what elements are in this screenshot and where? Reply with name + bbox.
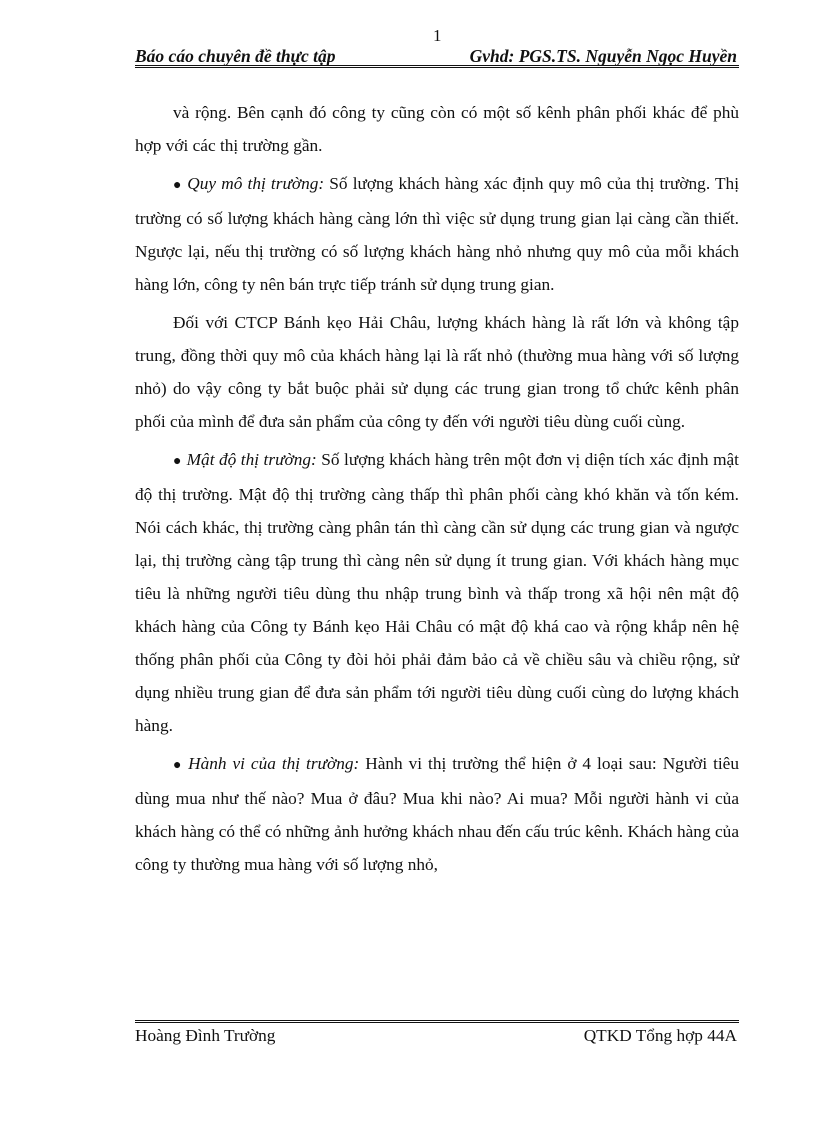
bullet-paragraph: [135, 747, 739, 881]
footer-divider: [135, 1020, 739, 1023]
paragraph-text: Số lượng khách hàng xác định quy mô của thị trường. Thị trường có số lượng khách hàng càng lớn thì việc sử dụng trung gian lại càng cần thiết. Ngược lại, nếu thị trường có số lượng khách hàng nhỏ nhưng quy mô của mỗi khách hàng lớn, công ty nên bán trực tiếp tránh sử dụng trung gian.: [135, 174, 739, 294]
page-number: 1: [433, 26, 442, 45]
bullet-paragraph: [135, 167, 739, 301]
bullet-term: Quy mô thị trường:: [187, 174, 325, 193]
header-supervisor: Gvhd: PGS.TS. Nguyễn Ngọc Huyền: [469, 46, 737, 66]
paragraph: [135, 306, 739, 438]
bullet-icon: ●: [173, 454, 182, 469]
paragraph: [135, 96, 739, 162]
document-body: [135, 96, 739, 886]
bullet-term: Hành vi của thị trường:: [188, 754, 360, 773]
bullet-paragraph: [135, 443, 739, 742]
bullet-icon: ●: [173, 758, 184, 773]
bullet-icon: ●: [173, 178, 183, 193]
footer-class: QTKD Tổng hợp 44A: [583, 1026, 737, 1045]
bullet-term: Mật độ thị trường:: [186, 450, 317, 469]
paragraph-text: Số lượng khách hàng trên một đơn vị diện tích xác định mật độ thị trường. Mật độ thị trường càng thấp thì phân phối càng khó khăn và tốn kém. Nói cách khác, thị trường càng phân tán thì càng cần sử dụng các trung gian và ngược lại, thị trường càng tập trung thì càng nên sử dụng ít trung gian. Với khách hàng mục tiêu là những người tiêu dùng thu nhập trung bình và thấp trong xã hội nên mật độ khách hàng của Công ty Bánh kẹo Hải Châu có mật độ khá cao và rộng khắp nên hệ thống phân phối của Công ty đòi hỏi phải đảm bảo cả về chiều sâu và chiều rộng, sử dụng nhiều trung gian để đưa sản phẩm tới người tiêu dùng cuối cùng do lượng khách hàng.: [135, 450, 739, 735]
page-header: [135, 44, 739, 68]
paragraph-text: Đối với CTCP Bánh kẹo Hải Châu, lượng khách hàng là rất lớn và không tập trung, đồng thời quy mô của khách hàng lại là rất nhỏ (thường mua hàng với số lượng nhỏ) do vậy công ty bắt buộc phải sử dụng các trung gian trong tổ chức kênh phân phối của mình để đưa sản phẩm của công ty đến với người tiêu dùng cuối cùng.: [135, 313, 739, 431]
page-footer: [135, 1020, 739, 1060]
paragraph-text: và rộng. Bên cạnh đó công ty cũng còn có một số kênh phân phối khác để phù hợp với các thị trường gần.: [135, 103, 739, 155]
paragraph-text: Hành vi thị trường thể hiện ở 4 loại sau: Người tiêu dùng mua như thế nào? Mua ở đâu? Mua khi nào? Ai mua? Mỗi người hành vi của khách hàng có thể có những ảnh hưởng khách nhau đến cấu trúc kênh. Khách hàng của công ty thường mua hàng với số lượng nhỏ,: [135, 754, 739, 874]
footer-author: Hoàng Đình Trường: [135, 1026, 276, 1045]
header-divider: [135, 65, 739, 68]
header-report-title: Báo cáo chuyên đề thực tập: [135, 46, 336, 66]
